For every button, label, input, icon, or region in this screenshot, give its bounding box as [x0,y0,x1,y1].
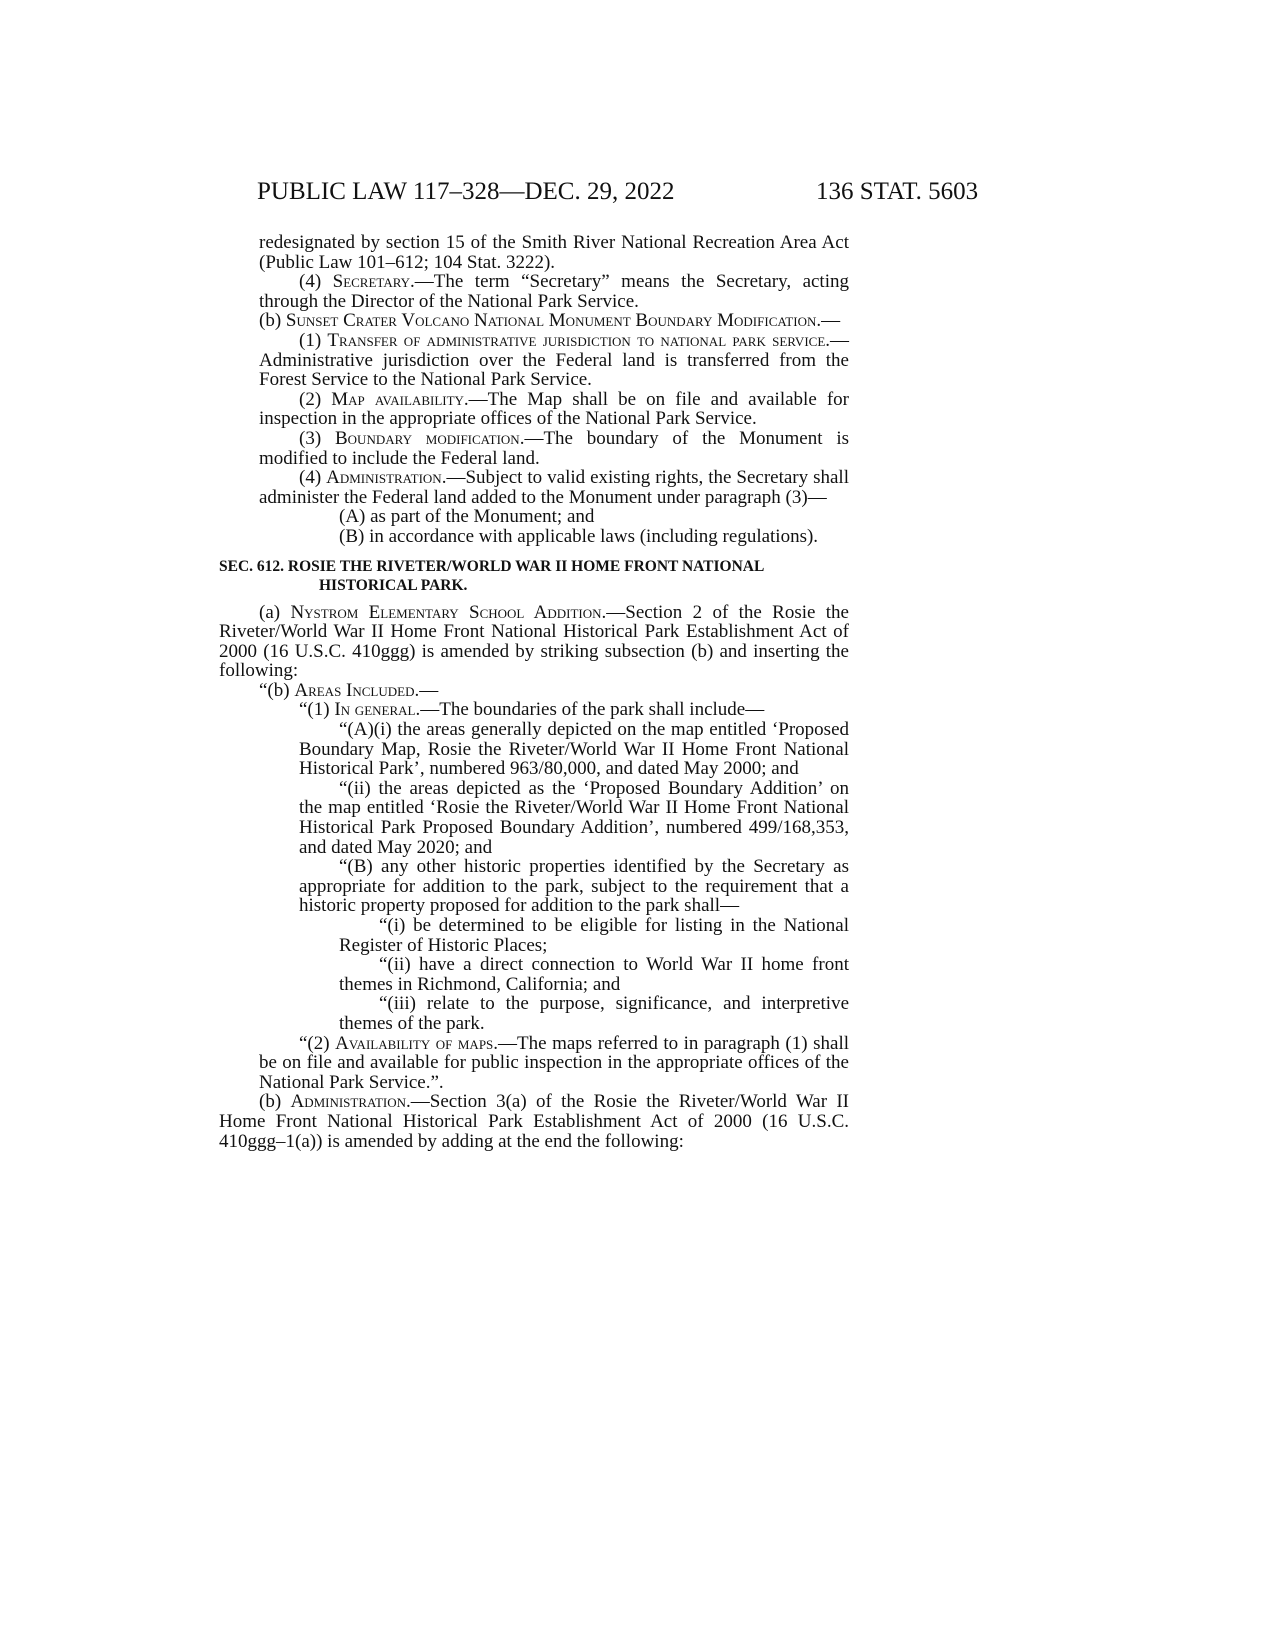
paragraph-text: (4) [299,271,333,293]
paragraph-text: (b) [259,310,286,332]
paragraph-text: “(b) [259,679,295,701]
paragraph-text: “(1) [299,699,335,721]
paragraph-text: “(i) be determined to be eligible for listing in the National Register of Historic Places; [339,915,849,956]
paragraph [219,700,849,720]
paragraph-heading: Administration [326,467,442,489]
paragraph-text: .—Section 2 of the Rosie the Riveter/World War II Home Front National Historical Park Establishment Act of 2000 (16 U.S.C. 410ggg) is amended by striking subsection (b) and inserting the following: [219,601,849,682]
paragraph [219,507,849,527]
paragraph-text: .— [414,679,439,701]
paragraph-text: (3) [299,427,335,449]
paragraph-heading: Sunset Crater Volcano National Monument Boundary Modification [285,310,817,332]
paragraph-heading: Map availability [331,388,464,410]
paragraph-heading: In general [334,699,416,721]
paragraph [219,1034,849,1093]
paragraph-text: (a) [259,601,291,623]
paragraph [219,468,849,507]
paragraph [219,916,849,955]
paragraph-text: .—Subject to valid existing rights, the Secretary shall administer the Federal land added to the Monument under paragraph (3)— [259,467,849,508]
paragraph-text: (1) [299,329,328,351]
paragraph-text: (2) [299,388,332,410]
page-header [0,178,1275,208]
paragraph-heading: Boundary modification [335,427,520,449]
document-body [219,233,849,1151]
paragraph [219,527,849,547]
paragraph-text: (B) in accordance with applicable laws (including regulations). [339,525,819,547]
paragraph-text: (A) as part of the Monument; and [339,506,595,528]
paragraph-text: .—The maps referred to in paragraph (1) shall be on file and available for public inspection in the appropriate offices of the National Park Service.”. [259,1032,849,1093]
paragraph [219,1092,849,1151]
paragraph-text: SEC. 612. ROSIE THE RIVETER/WORLD WAR II HOME FRONT NATIONAL HISTORICAL PARK. [219,557,764,594]
running-head: PUBLIC LAW 117–328—DEC. 29, 2022 [257,178,675,205]
paragraph-text: .—The Map shall be on file and available for inspection in the appropriate offices of the National Park Service. [259,388,849,430]
paragraph-text: (4) [299,467,327,489]
paragraph-text: “(B) any other historic properties identified by the Secretary as appropriate for addition to the park, subject to the requirement that a historic property proposed for addition to the park shall— [299,856,849,917]
paragraph [219,311,849,331]
paragraph-text: redesignated by section 15 of the Smith River National Recreation Area Act (Public Law 101–612; 104 Stat. 3222). [259,232,849,273]
paragraph [219,857,849,916]
paragraph-heading: Availability of maps [335,1032,494,1054]
paragraph [219,955,849,994]
paragraph-text: “(A)(i) the areas generally depicted on the map entitled ‘Proposed Boundary Map, Rosie the Riveter/World War II Home Front National Historical Park’, numbered 963/80,000, and dated May 2000; and [299,719,849,780]
paragraph-heading: Transfer of administrative jurisdiction to national park service [327,329,826,351]
paragraph [219,720,849,779]
paragraph-text: .—The boundaries of the park shall include— [415,699,765,721]
paragraph-text: “(iii) relate to the purpose, significance, and interpretive themes of the park. [339,993,849,1034]
paragraph [219,331,849,390]
paragraph [219,681,849,701]
paragraph [219,272,849,311]
paragraph-text: “(ii) the areas depicted as the ‘Proposed Boundary Addition’ on the map entitled ‘Rosie the Riveter/World War II Home Front National Historical Park Proposed Boundary Addition’, numbered 499/168,353, and dated May 2020; and [299,777,849,858]
paragraph [219,429,849,468]
paragraph-text: .— [816,310,841,332]
statute-citation: 136 STAT. 5603 [816,178,979,205]
paragraph-text: “(2) [299,1032,336,1054]
paragraph-heading: Secretary [332,271,411,293]
section-heading [219,557,849,595]
paragraph-heading: Areas Included [294,679,415,701]
paragraph [219,390,849,429]
paragraph [219,603,849,681]
paragraph-heading: Nystrom Elementary School Addition [290,601,602,623]
paragraph-text: “(ii) have a direct connection to World War II home front themes in Richmond, California; and [339,954,849,995]
paragraph-text: .—Section 3(a) of the Rosie the Riveter/World War II Home Front National Historical Park Establishment Act of 2000 (16 U.S.C. 410ggg–1(a)) is amended by adding at the end the following: [219,1091,850,1152]
paragraph-text: .—The term “Secretary” means the Secretary, acting through the Director of the National Park Service. [259,271,849,312]
paragraph-text: (b) [259,1091,291,1113]
paragraph [219,779,849,857]
paragraph-heading: Administration [290,1091,407,1113]
paragraph-text: .—The boundary of the Monument is modified to include the Federal land. [259,427,850,469]
paragraph [219,994,849,1033]
paragraph [219,233,849,272]
paragraph-text: .—Administrative jurisdiction over the Federal land is transferred from the Forest Service to the National Park Service. [259,329,850,391]
